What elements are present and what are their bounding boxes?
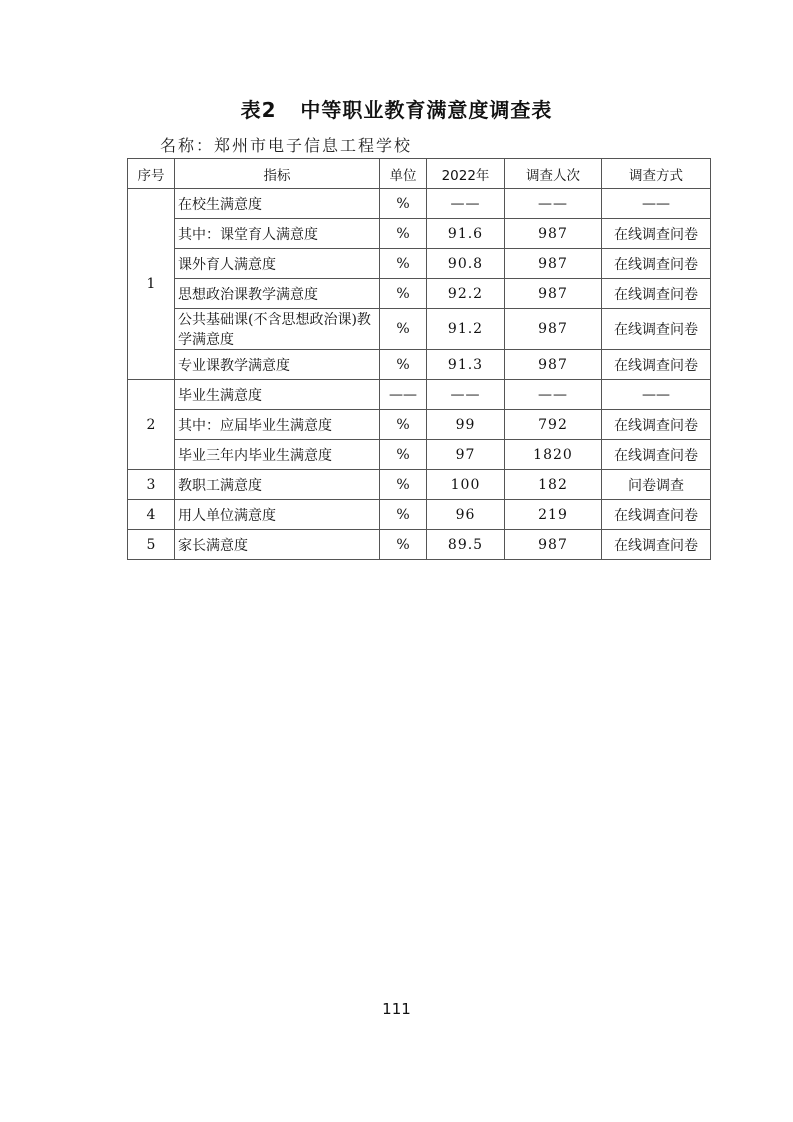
unit-cell: %: [380, 350, 427, 380]
indicator-cell: 公共基础课(不含思想政治课)教学满意度: [175, 309, 380, 350]
unit-cell: %: [380, 189, 427, 219]
method-cell: ——: [602, 380, 711, 410]
table-row: [128, 470, 711, 500]
count-cell: 987: [505, 309, 602, 350]
value-cell: 91.3: [427, 350, 505, 380]
count-cell: 219: [505, 500, 602, 530]
method-cell: 问卷调查: [602, 470, 711, 500]
indicator-cell: 其中：应届毕业生满意度: [175, 410, 380, 440]
page-number: 111: [382, 1000, 411, 1018]
count-cell: ——: [505, 380, 602, 410]
indicator-cell: 思想政治课教学满意度: [175, 279, 380, 309]
value-cell: 96: [427, 500, 505, 530]
method-cell: 在线调查问卷: [602, 500, 711, 530]
value-cell: 97: [427, 440, 505, 470]
table-row: [128, 350, 711, 380]
count-cell: ——: [505, 189, 602, 219]
table-row: [128, 500, 711, 530]
seq-cell: 2: [128, 380, 175, 470]
indicator-cell: 在校生满意度: [175, 189, 380, 219]
table-row: [128, 249, 711, 279]
header-seq: 序号: [128, 159, 175, 189]
unit-cell: %: [380, 309, 427, 350]
value-cell: 90.8: [427, 249, 505, 279]
count-cell: 987: [505, 279, 602, 309]
header-survey-method: 调查方式: [602, 159, 711, 189]
value-cell: 89.5: [427, 530, 505, 560]
count-cell: 1820: [505, 440, 602, 470]
indicator-cell: 教职工满意度: [175, 470, 380, 500]
unit-cell: %: [380, 500, 427, 530]
table-row: [128, 530, 711, 560]
unit-cell: %: [380, 440, 427, 470]
table-row: [128, 279, 711, 309]
value-cell: 100: [427, 470, 505, 500]
value-cell: 91.2: [427, 309, 505, 350]
method-cell: 在线调查问卷: [602, 350, 711, 380]
unit-cell: %: [380, 410, 427, 440]
count-cell: 987: [505, 350, 602, 380]
header-survey-count: 调查人次: [505, 159, 602, 189]
indicator-cell: 毕业三年内毕业生满意度: [175, 440, 380, 470]
unit-cell: ——: [380, 380, 427, 410]
indicator-cell: 用人单位满意度: [175, 500, 380, 530]
method-cell: 在线调查问卷: [602, 249, 711, 279]
table-row: [128, 309, 711, 350]
method-cell: 在线调查问卷: [602, 219, 711, 249]
value-cell: ——: [427, 189, 505, 219]
value-cell: 92.2: [427, 279, 505, 309]
count-cell: 792: [505, 410, 602, 440]
unit-cell: %: [380, 470, 427, 500]
table-row: [128, 189, 711, 219]
count-cell: 987: [505, 219, 602, 249]
indicator-cell: 毕业生满意度: [175, 380, 380, 410]
table-row: [128, 380, 711, 410]
table-row: [128, 219, 711, 249]
seq-cell: 4: [128, 500, 175, 530]
count-cell: 987: [505, 249, 602, 279]
count-cell: 182: [505, 470, 602, 500]
value-cell: ——: [427, 380, 505, 410]
method-cell: 在线调查问卷: [602, 410, 711, 440]
header-unit: 单位: [380, 159, 427, 189]
unit-cell: %: [380, 249, 427, 279]
method-cell: 在线调查问卷: [602, 279, 711, 309]
indicator-cell: 课外育人满意度: [175, 249, 380, 279]
method-cell: 在线调查问卷: [602, 440, 711, 470]
seq-cell: 3: [128, 470, 175, 500]
table-row: [128, 410, 711, 440]
method-cell: ——: [602, 189, 711, 219]
seq-cell: 5: [128, 530, 175, 560]
method-cell: 在线调查问卷: [602, 530, 711, 560]
indicator-cell: 其中：课堂育人满意度: [175, 219, 380, 249]
table-row: [128, 440, 711, 470]
header-indicator: 指标: [175, 159, 380, 189]
method-cell: 在线调查问卷: [602, 309, 711, 350]
unit-cell: %: [380, 279, 427, 309]
table-header-row: [128, 159, 711, 189]
satisfaction-survey-table: [127, 158, 711, 560]
table-title: 表2 中等职业教育满意度调查表: [240, 98, 553, 122]
seq-cell: 1: [128, 189, 175, 380]
value-cell: 91.6: [427, 219, 505, 249]
count-cell: 987: [505, 530, 602, 560]
unit-cell: %: [380, 219, 427, 249]
value-cell: 99: [427, 410, 505, 440]
organization-name: 名称：郑州市电子信息工程学校: [160, 136, 413, 155]
unit-cell: %: [380, 530, 427, 560]
header-year-2022: 2022年: [427, 159, 505, 189]
indicator-cell: 专业课教学满意度: [175, 350, 380, 380]
indicator-cell: 家长满意度: [175, 530, 380, 560]
